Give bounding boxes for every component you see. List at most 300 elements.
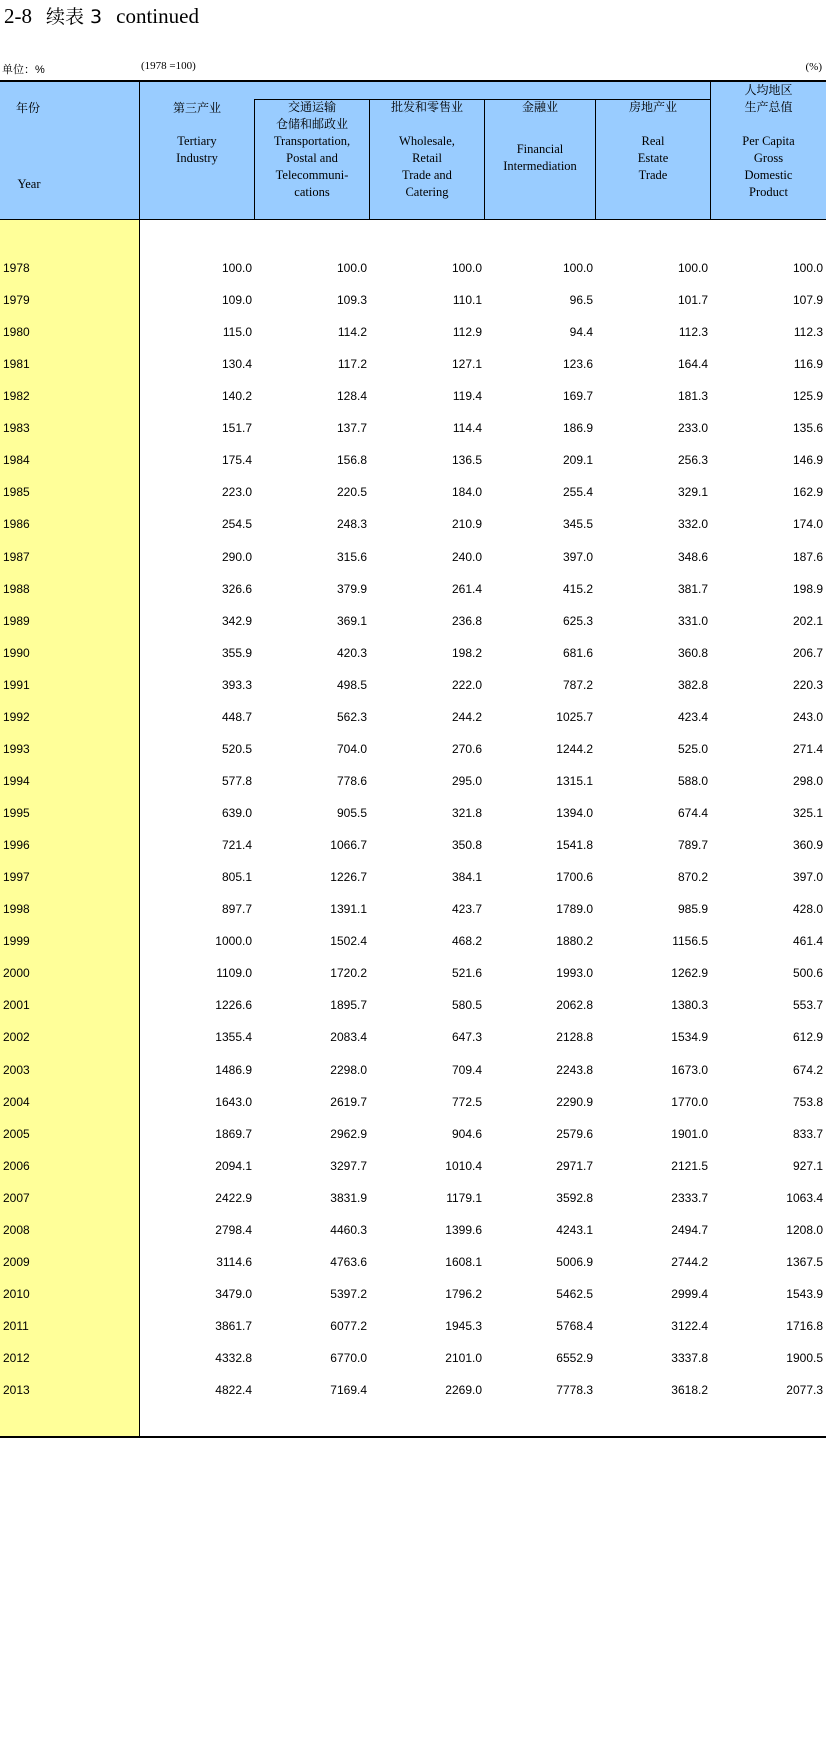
- row-year: 1978: [3, 261, 30, 275]
- row-value: 94.4: [569, 325, 593, 340]
- table-code: 2-8: [4, 4, 32, 28]
- row-value: 112.9: [452, 325, 482, 340]
- row-value: 709.4: [451, 1062, 482, 1077]
- row-value: 270.6: [451, 741, 482, 756]
- header-tertiary-zh: 第三产业: [172, 101, 221, 115]
- table-title: [4, 2, 199, 29]
- row-value: 4822.4: [215, 1383, 252, 1398]
- table-row: [0, 413, 826, 445]
- row-year: 1988: [3, 581, 30, 596]
- row-value: 2619.7: [330, 1094, 367, 1109]
- row-value: 1993.0: [556, 966, 593, 981]
- row-value: 588.0: [677, 773, 708, 788]
- row-value: 6552.9: [556, 1351, 593, 1366]
- table-row: [0, 1151, 826, 1183]
- table-title-zh: 续表 3: [46, 6, 103, 28]
- row-value: 1179.1: [446, 1190, 482, 1205]
- row-value: 140.2: [221, 389, 252, 404]
- row-year: 2008: [3, 1222, 30, 1237]
- row-value: 151.7: [221, 421, 252, 436]
- header-tertiary-en-2: Industry: [176, 151, 218, 165]
- table-row: [0, 1215, 826, 1247]
- row-value: 870.2: [677, 870, 708, 885]
- header-transport-en-2: Postal and: [286, 151, 338, 165]
- row-value: 2298.0: [330, 1062, 367, 1077]
- table-row: [0, 445, 826, 477]
- row-value: 2077.3: [786, 1383, 823, 1398]
- header-per-capita-zh-1: 人均地区: [744, 83, 793, 97]
- header-real-estate: [596, 99, 710, 184]
- row-value: 1945.3: [445, 1318, 482, 1333]
- row-value: 500.6: [792, 966, 823, 981]
- row-value: 753.8: [792, 1094, 823, 1109]
- row-value: 2128.8: [556, 1030, 593, 1045]
- row-value: 520.5: [221, 741, 252, 756]
- header-year-en-cell: [0, 176, 58, 193]
- row-value: 181.3: [677, 389, 708, 404]
- header-per-capita-en-1: Per Capita: [742, 134, 795, 148]
- row-value: 1025.7: [556, 709, 593, 724]
- header-year-en: Year: [17, 177, 41, 191]
- row-value: 2062.8: [556, 998, 593, 1013]
- table-row: [0, 1247, 826, 1279]
- table-row: [0, 1087, 826, 1119]
- row-value: 100.0: [677, 261, 708, 275]
- row-value: 2290.9: [556, 1094, 593, 1109]
- row-value: 1262.9: [671, 966, 708, 981]
- row-value: 1226.6: [215, 998, 252, 1013]
- row-value: 420.3: [336, 645, 367, 660]
- row-value: 130.4: [221, 357, 252, 372]
- row-value: 345.5: [562, 517, 593, 532]
- row-value: 721.4: [221, 838, 252, 853]
- row-value: 5768.4: [556, 1318, 593, 1333]
- row-value: 4332.8: [215, 1351, 252, 1366]
- row-value: 1720.2: [330, 966, 367, 981]
- row-value: 175.4: [221, 453, 252, 468]
- row-value: 2999.4: [671, 1286, 708, 1301]
- header-wholesale-en-2: Retail: [412, 151, 442, 165]
- table-row: [0, 894, 826, 926]
- row-value: 2971.7: [556, 1158, 593, 1173]
- table-row: [0, 734, 826, 766]
- table-row: [0, 477, 826, 509]
- row-year: 1997: [3, 870, 30, 885]
- row-value: 577.8: [221, 773, 252, 788]
- row-year: 1998: [3, 902, 30, 917]
- row-year: 2000: [3, 966, 30, 981]
- table-row: [0, 1279, 826, 1311]
- row-value: 2083.4: [330, 1030, 367, 1045]
- row-value: 1315.1: [556, 773, 593, 788]
- row-year: 2001: [3, 998, 30, 1013]
- row-value: 521.6: [451, 966, 482, 981]
- header-transport-zh-1: 交通运输: [287, 100, 336, 114]
- row-value: 331.0: [677, 613, 708, 628]
- header-per-capita-zh-2: 生产总值: [744, 100, 793, 114]
- row-value: 101.7: [677, 293, 708, 308]
- row-value: 326.6: [221, 581, 252, 596]
- row-value: 1716.8: [786, 1318, 823, 1333]
- row-value: 681.6: [562, 645, 593, 660]
- row-value: 1394.0: [556, 806, 593, 821]
- header-tertiary-en-1: Tertiary: [177, 134, 217, 148]
- row-value: 428.0: [792, 902, 823, 917]
- row-value: 1770.0: [671, 1094, 708, 1109]
- row-value: 186.9: [562, 421, 593, 436]
- row-value: 369.1: [336, 613, 367, 628]
- table-row: [0, 509, 826, 541]
- row-value: 1673.0: [671, 1062, 708, 1077]
- row-value: 112.3: [678, 325, 708, 340]
- row-value: 647.3: [451, 1030, 482, 1045]
- row-value: 290.0: [221, 549, 252, 564]
- header-transport: [255, 99, 369, 201]
- header-financial-en-1: Financial: [516, 142, 564, 156]
- row-value: 128.4: [336, 389, 367, 404]
- row-year: 1987: [3, 549, 30, 564]
- row-value: 315.6: [336, 549, 367, 564]
- header-wholesale-zh: 批发和零售业: [390, 100, 463, 114]
- row-value: 115.0: [222, 325, 252, 340]
- row-value: 248.3: [336, 517, 367, 532]
- row-value: 3618.2: [671, 1383, 708, 1398]
- row-value: 423.7: [451, 902, 482, 917]
- row-value: 393.3: [221, 677, 252, 692]
- row-value: 112.3: [793, 325, 823, 340]
- row-value: 7778.3: [556, 1383, 593, 1398]
- row-value: 1608.1: [445, 1254, 482, 1269]
- row-value: 329.1: [677, 485, 708, 500]
- table-row: [0, 1343, 826, 1375]
- row-value: 116.9: [793, 357, 823, 372]
- row-value: 580.5: [451, 998, 482, 1013]
- row-value: 3592.8: [556, 1190, 593, 1205]
- row-year: 1983: [3, 421, 30, 436]
- row-value: 127.1: [451, 357, 482, 372]
- row-value: 223.0: [221, 485, 252, 500]
- row-value: 1541.8: [556, 838, 593, 853]
- row-value: 985.9: [677, 902, 708, 917]
- row-year: 1991: [3, 677, 30, 692]
- row-value: 4763.6: [330, 1254, 367, 1269]
- row-value: 254.5: [221, 517, 252, 532]
- row-value: 2744.2: [671, 1254, 708, 1269]
- percent-note: (%): [805, 61, 822, 73]
- header-per-capita-en-4: Product: [749, 185, 788, 199]
- row-value: 119.4: [452, 389, 482, 404]
- row-value: 1226.7: [330, 870, 367, 885]
- row-year: 2013: [3, 1383, 30, 1398]
- row-value: 772.5: [451, 1094, 482, 1109]
- row-year: 1993: [3, 741, 30, 756]
- row-value: 2101.0: [445, 1351, 482, 1366]
- table-row: [0, 1183, 826, 1215]
- table-row: [0, 253, 826, 285]
- table-row: [0, 1375, 826, 1407]
- row-value: 169.7: [562, 389, 593, 404]
- row-value: 184.0: [451, 485, 482, 500]
- row-value: 187.6: [792, 549, 823, 564]
- header-wholesale-en-4: Catering: [405, 185, 449, 199]
- row-value: 136.5: [451, 453, 482, 468]
- row-value: 3479.0: [215, 1286, 252, 1301]
- row-value: 5462.5: [556, 1286, 593, 1301]
- row-year: 2007: [3, 1190, 30, 1205]
- row-value: 209.1: [562, 453, 593, 468]
- row-value: 778.6: [336, 773, 367, 788]
- row-value: 256.3: [677, 453, 708, 468]
- row-value: 114.4: [452, 421, 482, 436]
- row-value: 4243.1: [556, 1222, 593, 1237]
- row-value: 3297.7: [330, 1158, 367, 1173]
- table-title-en: continued: [116, 4, 199, 28]
- row-value: 1700.6: [556, 870, 593, 885]
- row-value: 240.0: [451, 549, 482, 564]
- row-value: 1399.6: [445, 1222, 482, 1237]
- header-wholesale: [370, 99, 484, 201]
- row-year: 1995: [3, 806, 30, 821]
- table-row: [0, 766, 826, 798]
- row-value: 674.2: [792, 1062, 823, 1077]
- row-value: 332.0: [677, 517, 708, 532]
- row-value: 704.0: [336, 741, 367, 756]
- row-value: 1880.2: [556, 934, 593, 949]
- row-value: 2422.9: [215, 1190, 252, 1205]
- row-value: 355.9: [221, 645, 252, 660]
- header-transport-zh-2: 仓储和邮政业: [275, 117, 348, 131]
- row-value: 109.3: [336, 293, 367, 308]
- row-year: 1989: [3, 613, 30, 628]
- header-year: [0, 100, 56, 117]
- row-value: 325.1: [792, 806, 823, 821]
- row-value: 5006.9: [556, 1254, 593, 1269]
- row-value: 1109.0: [216, 966, 252, 981]
- table-row: [0, 285, 826, 317]
- table-row: [0, 349, 826, 381]
- row-year: 1996: [3, 838, 30, 853]
- row-value: 639.0: [221, 806, 252, 821]
- row-value: 109.0: [221, 293, 252, 308]
- row-value: 2798.4: [215, 1222, 252, 1237]
- row-year: 2012: [3, 1351, 30, 1366]
- row-value: 100.0: [792, 261, 823, 275]
- row-value: 100.0: [451, 261, 482, 275]
- row-value: 789.7: [677, 838, 708, 853]
- row-value: 6077.2: [330, 1318, 367, 1333]
- row-value: 110.1: [452, 293, 482, 308]
- row-value: 1000.0: [215, 934, 252, 949]
- header-wholesale-en-1: Wholesale,: [399, 134, 455, 148]
- row-value: 553.7: [792, 998, 823, 1013]
- row-value: 1486.9: [215, 1062, 252, 1077]
- row-value: 342.9: [221, 613, 252, 628]
- table-row: [0, 381, 826, 413]
- unit-label: 单位：%: [2, 64, 45, 76]
- row-value: 146.9: [792, 453, 823, 468]
- row-value: 1796.2: [445, 1286, 482, 1301]
- row-value: 905.5: [336, 806, 367, 821]
- row-value: 1380.3: [671, 998, 708, 1013]
- row-value: 360.9: [792, 838, 823, 853]
- header-real-estate-en-2: Estate: [637, 151, 669, 165]
- row-value: 222.0: [451, 677, 482, 692]
- header-wholesale-en-3: Trade and: [402, 168, 452, 182]
- header-per-capita-en-3: Domestic: [744, 168, 793, 182]
- row-year: 2004: [3, 1094, 30, 1109]
- row-value: 787.2: [562, 677, 593, 692]
- row-year: 1985: [3, 485, 30, 500]
- row-value: 233.0: [677, 421, 708, 436]
- row-year: 2011: [3, 1318, 29, 1333]
- row-value: 1063.4: [786, 1190, 823, 1205]
- row-value: 100.0: [562, 261, 593, 275]
- table-row: [0, 990, 826, 1022]
- row-value: 107.9: [792, 293, 823, 308]
- row-value: 1869.7: [215, 1126, 252, 1141]
- row-value: 350.8: [451, 838, 482, 853]
- table-row: [0, 702, 826, 734]
- row-value: 1534.9: [671, 1030, 708, 1045]
- row-value: 198.9: [792, 581, 823, 596]
- row-value: 220.5: [336, 485, 367, 500]
- row-value: 384.1: [451, 870, 482, 885]
- row-year: 1992: [3, 709, 30, 724]
- header-per-capita: [711, 82, 826, 201]
- table-row: [0, 574, 826, 606]
- row-value: 448.7: [221, 709, 252, 724]
- row-value: 1244.2: [556, 741, 593, 756]
- row-year: 2003: [3, 1062, 30, 1077]
- row-value: 271.4: [792, 741, 823, 756]
- row-year: 1982: [3, 389, 30, 404]
- row-value: 805.1: [221, 870, 252, 885]
- data-table: [0, 80, 826, 1438]
- row-value: 202.1: [792, 613, 823, 628]
- table-row: [0, 1311, 826, 1343]
- row-value: 1895.7: [330, 998, 367, 1013]
- row-year: 1990: [3, 645, 30, 660]
- row-year: 2005: [3, 1126, 30, 1141]
- row-value: 164.4: [677, 357, 708, 372]
- row-value: 498.5: [336, 677, 367, 692]
- row-value: 2094.1: [215, 1158, 252, 1173]
- table-row: [0, 606, 826, 638]
- row-year: 1980: [3, 325, 30, 340]
- row-value: 348.6: [677, 549, 708, 564]
- row-value: 1502.4: [330, 934, 367, 949]
- header-real-estate-en-3: Trade: [638, 168, 668, 182]
- row-value: 243.0: [792, 709, 823, 724]
- header-financial-zh: 金融业: [521, 100, 558, 114]
- table-row: [0, 670, 826, 702]
- row-value: 117.2: [337, 357, 367, 372]
- row-year: 1999: [3, 934, 30, 949]
- header-real-estate-en-1: Real: [641, 134, 665, 148]
- row-value: 3831.9: [330, 1190, 367, 1205]
- row-value: 3861.7: [215, 1318, 252, 1333]
- table-row: [0, 798, 826, 830]
- row-value: 1367.5: [786, 1254, 823, 1269]
- table-row: [0, 862, 826, 894]
- row-value: 379.9: [336, 581, 367, 596]
- row-year: 2009: [3, 1254, 30, 1269]
- table-row: [0, 1055, 826, 1087]
- row-value: 468.2: [451, 934, 482, 949]
- row-value: 2333.7: [671, 1190, 708, 1205]
- row-year: 1981: [3, 357, 30, 372]
- row-value: 3114.6: [216, 1254, 252, 1269]
- row-value: 1391.1: [330, 902, 367, 917]
- row-value: 1643.0: [215, 1094, 252, 1109]
- row-value: 1543.9: [786, 1286, 823, 1301]
- row-value: 397.0: [792, 870, 823, 885]
- row-value: 2243.8: [556, 1062, 593, 1077]
- row-value: 612.9: [792, 1030, 823, 1045]
- row-value: 123.6: [562, 357, 593, 372]
- row-value: 381.7: [677, 581, 708, 596]
- row-value: 261.4: [451, 581, 482, 596]
- table-row: [0, 638, 826, 670]
- row-value: 321.8: [451, 806, 482, 821]
- row-value: 904.6: [451, 1126, 482, 1141]
- header-per-capita-en-2: Gross: [753, 151, 784, 165]
- row-value: 135.6: [792, 421, 823, 436]
- row-value: 295.0: [451, 773, 482, 788]
- row-year: 2006: [3, 1158, 30, 1173]
- row-value: 897.7: [221, 902, 252, 917]
- row-value: 100.0: [221, 261, 252, 275]
- header-tertiary: [140, 100, 254, 167]
- row-value: 255.4: [562, 485, 593, 500]
- row-value: 1156.5: [672, 934, 708, 949]
- row-value: 114.2: [337, 325, 367, 340]
- row-value: 1901.0: [671, 1126, 708, 1141]
- row-value: 625.3: [562, 613, 593, 628]
- row-value: 162.9: [792, 485, 823, 500]
- row-value: 2494.7: [671, 1222, 708, 1237]
- row-value: 2121.5: [671, 1158, 708, 1173]
- row-value: 1066.7: [330, 838, 367, 853]
- row-value: 927.1: [792, 1158, 823, 1173]
- row-value: 382.8: [677, 677, 708, 692]
- table-row: [0, 317, 826, 349]
- row-year: 1994: [3, 773, 30, 788]
- base-year-note: (1978 =100): [141, 60, 196, 72]
- row-value: 423.4: [677, 709, 708, 724]
- row-value: 1789.0: [556, 902, 593, 917]
- row-value: 3122.4: [671, 1318, 708, 1333]
- row-value: 397.0: [562, 549, 593, 564]
- table-row: [0, 830, 826, 862]
- row-value: 674.4: [677, 806, 708, 821]
- row-value: 206.7: [792, 645, 823, 660]
- row-value: 174.0: [792, 517, 823, 532]
- row-value: 2962.9: [330, 1126, 367, 1141]
- table-row: [0, 958, 826, 990]
- row-value: 220.3: [792, 677, 823, 692]
- header-transport-en-3: Telecommuni-: [275, 168, 349, 182]
- row-value: 562.3: [336, 709, 367, 724]
- header-financial-en-2: Intermediation: [503, 159, 577, 173]
- row-value: 1010.4: [445, 1158, 482, 1173]
- table-row: [0, 1022, 826, 1054]
- header-transport-en-1: Transportation,: [273, 134, 351, 148]
- row-value: 236.8: [451, 613, 482, 628]
- row-value: 6770.0: [330, 1351, 367, 1366]
- row-value: 1355.4: [215, 1030, 252, 1045]
- row-value: 415.2: [562, 581, 593, 596]
